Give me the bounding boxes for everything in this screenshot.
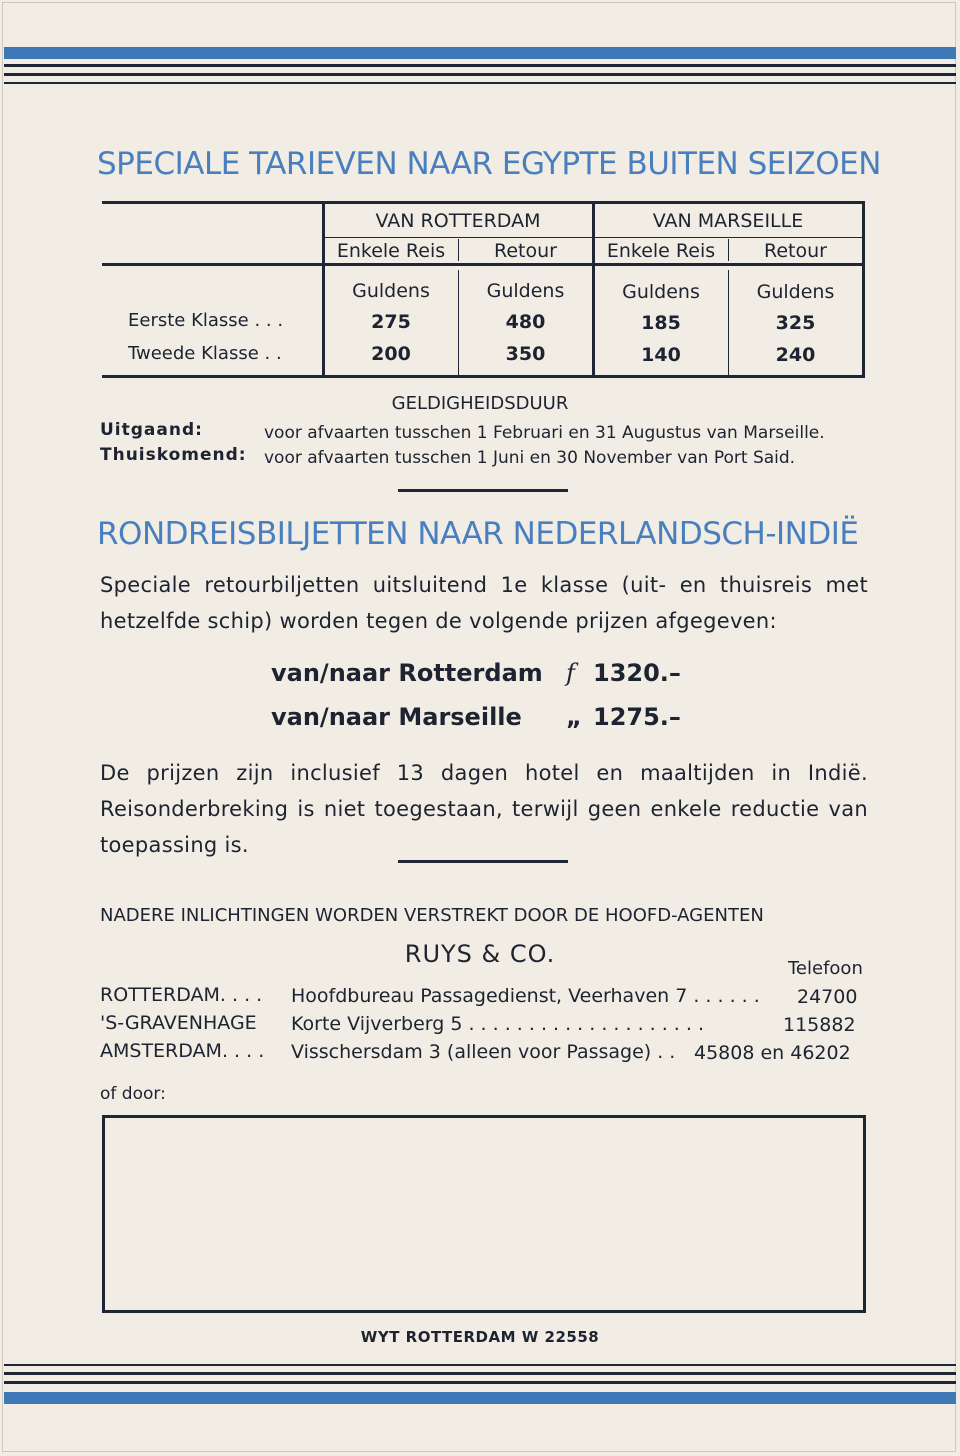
fare-value: 275 bbox=[371, 311, 411, 333]
company-name: RUYS & CO. bbox=[404, 940, 556, 968]
currency-label: Guldens bbox=[486, 280, 565, 302]
fare-value: 350 bbox=[505, 343, 546, 365]
section-divider bbox=[398, 489, 568, 492]
contact-heading: NADERE INLICHTINGEN WORDEN VERSTREKT DOOR DE HOOFD-AGENTEN bbox=[100, 905, 764, 926]
agent-stamp-box bbox=[102, 1115, 866, 1313]
tariff-title: SPECIALE TARIEVEN NAAR EGYPTE BUITEN SEIZOEN bbox=[97, 146, 881, 182]
row-label-first-class: Eerste Klasse . . . bbox=[128, 310, 284, 331]
or-via-label: of door: bbox=[100, 1084, 166, 1104]
currency-label: Guldens bbox=[352, 280, 430, 302]
address-line: Visschersdam 3 (alleen voor Passage) . . bbox=[291, 1041, 676, 1063]
bottom-dark-stripe bbox=[4, 1381, 956, 1384]
fare-value: 200 bbox=[371, 343, 411, 365]
price-amount-marseille: 1275.– bbox=[593, 703, 681, 731]
fare-value: 480 bbox=[505, 311, 546, 333]
top-dark-stripe bbox=[4, 64, 956, 67]
currency-label: Guldens bbox=[756, 281, 835, 303]
fare-value: 140 bbox=[641, 344, 681, 366]
currency-label: Guldens bbox=[622, 281, 700, 303]
fare-value: 240 bbox=[775, 344, 816, 366]
subheader-single: Enkele Reis bbox=[336, 240, 446, 262]
address-line: Hoofdbureau Passagedienst, Veerhaven 7 . . . . . . bbox=[291, 985, 760, 1007]
round-trip-title: RONDREISBILJETTEN NAAR NEDERLANDSCH-INDIË bbox=[97, 516, 859, 552]
phone-column-label: Telefoon bbox=[788, 958, 863, 979]
validity-text-outbound: voor afvaarten tusschen 1 Februari en 31 Augustus van Marseille. bbox=[264, 423, 825, 443]
price-symbol-guilder: f bbox=[566, 659, 575, 687]
row-label-second-class: Tweede Klasse . . bbox=[128, 343, 282, 364]
validity-text-homebound: voor afvaarten tusschen 1 Juni en 30 November van Port Said. bbox=[264, 448, 796, 468]
top-blue-stripe bbox=[4, 47, 956, 59]
fare-table bbox=[102, 201, 865, 378]
address-city: AMSTERDAM. . . . bbox=[100, 1040, 265, 1062]
address-phone: 115882 bbox=[783, 1014, 856, 1036]
round-trip-notes: De prijzen zijn inclusief 13 dagen hotel en maaltijden in Indië. Reisonderbreking is niet toegestaan, terwijl geen enkele reductie van toepassing is. bbox=[100, 761, 868, 857]
section-divider bbox=[398, 860, 568, 863]
price-symbol-ditto: „ bbox=[566, 703, 582, 731]
fare-value: 185 bbox=[641, 312, 681, 334]
top-dark-stripe bbox=[4, 82, 956, 84]
validity-label-outbound: Uitgaand: bbox=[100, 420, 203, 440]
fare-value: 325 bbox=[775, 312, 816, 334]
bottom-dark-stripe bbox=[4, 1372, 956, 1375]
address-city: ROTTERDAM. . . . bbox=[100, 984, 263, 1006]
address-line: Korte Vijverberg 5 . . . . . . . . . . . . . . . . . . . . bbox=[291, 1013, 705, 1035]
subheader-return: Retour bbox=[764, 240, 827, 262]
address-city: 'S-GRAVENHAGE bbox=[100, 1012, 257, 1034]
address-phone: 24700 bbox=[797, 986, 858, 1008]
round-trip-intro: Speciale retourbiljetten uitsluitend 1e klasse (uit- en thuisreis met hetzelfde schip) worden tegen de volgende prijzen afgegeven: bbox=[100, 573, 868, 633]
subheader-return: Retour bbox=[494, 240, 557, 262]
group-header-rotterdam: VAN ROTTERDAM bbox=[375, 210, 541, 232]
price-route-marseille: van/naar Marseille bbox=[271, 703, 522, 731]
group-header-marseille: VAN MARSEILLE bbox=[652, 210, 804, 232]
address-phone: 45808 en 46202 bbox=[694, 1042, 851, 1064]
top-dark-stripe bbox=[4, 73, 956, 76]
price-amount-rotterdam: 1320.– bbox=[593, 659, 681, 687]
bottom-dark-stripe bbox=[4, 1364, 956, 1366]
subheader-single: Enkele Reis bbox=[606, 240, 716, 262]
price-route-rotterdam: van/naar Rotterdam bbox=[271, 659, 543, 687]
bottom-blue-stripe bbox=[4, 1392, 956, 1404]
validity-label-homebound: Thuiskomend: bbox=[100, 445, 247, 465]
validity-title: GELDIGHEIDSDUUR bbox=[391, 393, 569, 414]
print-code: WYT ROTTERDAM W 22558 bbox=[360, 1328, 600, 1346]
